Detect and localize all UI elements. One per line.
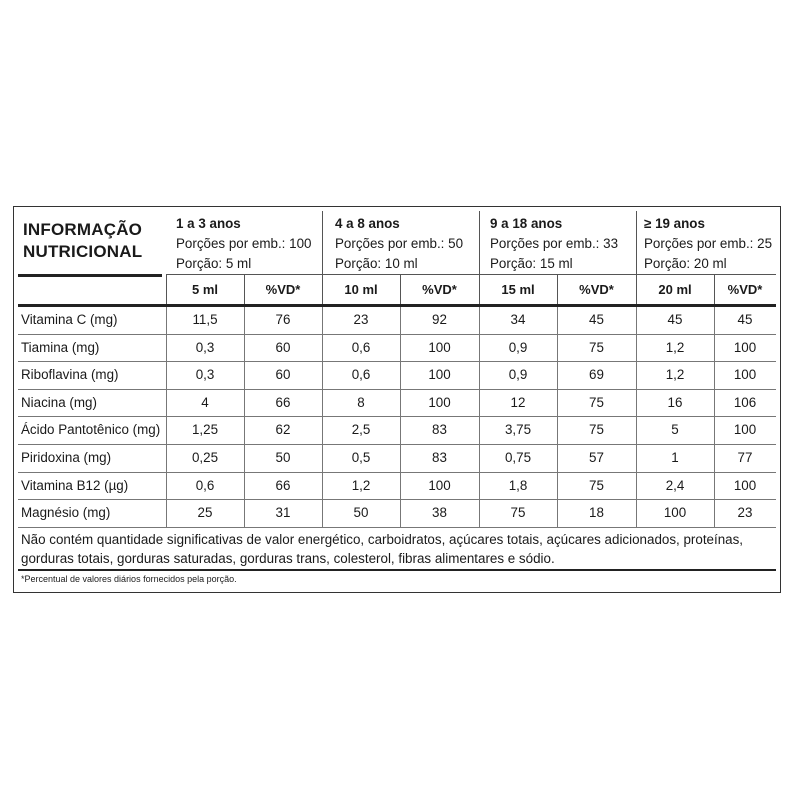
nutrient-name: Riboflavina (mg) — [21, 367, 119, 383]
group-age: 9 a 18 anos — [490, 216, 563, 231]
vd-cell: 75 — [589, 394, 604, 410]
amount-cell: 0,5 — [351, 450, 371, 465]
amount-cell: 11,5 — [192, 312, 218, 327]
group-header-2 — [335, 214, 463, 274]
group-portion: Porção: 10 ml — [335, 256, 418, 271]
col-header-vd-3: %VD* — [579, 282, 614, 297]
group-header-1 — [176, 214, 311, 274]
group-age: 1 a 3 anos — [176, 216, 241, 231]
vd-cell: 100 — [428, 339, 451, 355]
col-header-qty-2: 10 ml — [344, 282, 378, 297]
amount-cell: 0,25 — [191, 450, 219, 465]
vd-cell: 100 — [428, 367, 451, 383]
amount-cell: 0,6 — [351, 367, 371, 383]
table-row — [18, 362, 776, 390]
vd-cell: 45 — [737, 312, 753, 327]
note-rule — [18, 569, 776, 571]
footnote: *Percentual de valores diários fornecidos pela porção. — [21, 574, 237, 584]
amount-cell: 1 — [671, 450, 679, 465]
amount-cell: 0,6 — [351, 339, 371, 355]
table-row — [18, 390, 776, 418]
table-row — [18, 445, 776, 473]
amount-cell: 34 — [510, 312, 526, 327]
vd-cell: 60 — [275, 367, 291, 383]
vd-cell: 50 — [275, 450, 291, 465]
group-age: 4 a 8 anos — [335, 216, 400, 231]
amount-cell: 1,8 — [508, 477, 528, 493]
amount-cell: 50 — [353, 505, 369, 521]
col-header-qty-1: 5 ml — [191, 282, 218, 297]
nutrient-name: Magnésio (mg) — [21, 505, 111, 521]
vd-cell: 66 — [275, 477, 291, 493]
table-row — [18, 335, 776, 363]
col-header-vd-4: %VD* — [727, 282, 763, 297]
table-row — [18, 500, 776, 528]
amount-cell: 2,4 — [665, 477, 685, 493]
amount-cell: 100 — [663, 505, 687, 521]
table-row — [18, 307, 776, 335]
group-divider — [322, 211, 323, 274]
nutrient-name: Tiamina (mg) — [21, 339, 100, 355]
nutrition-facts-table — [13, 206, 781, 593]
vd-cell: 75 — [589, 477, 604, 493]
amount-cell: 75 — [510, 505, 526, 521]
amount-cell: 2,5 — [351, 422, 371, 438]
amount-cell: 0,3 — [195, 339, 215, 355]
vd-cell: 75 — [589, 339, 604, 355]
vd-cell: 100 — [428, 394, 451, 410]
amount-cell: 23 — [353, 312, 369, 327]
nutrient-name: Vitamina B12 (µg) — [21, 477, 129, 493]
vd-cell: 69 — [589, 367, 604, 383]
table-row — [18, 473, 776, 501]
amount-cell: 0,75 — [504, 450, 532, 465]
vd-cell: 57 — [589, 450, 604, 465]
col-header-vd-2: %VD* — [422, 282, 457, 297]
amount-cell: 45 — [667, 312, 683, 327]
amount-cell: 16 — [667, 394, 683, 410]
group-portion: Porção: 20 ml — [644, 256, 727, 271]
amount-cell: 1,2 — [665, 339, 685, 355]
table-row — [18, 417, 776, 445]
amount-cell: 5 — [671, 422, 679, 438]
vd-cell: 83 — [432, 450, 447, 465]
vd-cell: 83 — [432, 422, 447, 438]
vd-cell: 100 — [733, 339, 757, 355]
vd-cell: 100 — [428, 477, 451, 493]
amount-cell: 0,3 — [195, 367, 215, 383]
vd-cell: 45 — [589, 312, 604, 327]
amount-cell: 1,2 — [351, 477, 371, 493]
vd-cell: 60 — [275, 339, 291, 355]
group-age: ≥ 19 anos — [644, 216, 705, 231]
title-rule — [18, 274, 162, 277]
amount-cell: 1,25 — [191, 422, 219, 438]
header-rule — [166, 274, 776, 275]
vd-cell: 62 — [275, 422, 291, 438]
table-title — [23, 219, 142, 263]
col-header-qty-4: 20 ml — [658, 282, 692, 297]
group-header-4 — [644, 214, 772, 274]
vd-cell: 77 — [737, 450, 753, 465]
group-divider — [479, 211, 480, 274]
amount-cell: 12 — [510, 394, 526, 410]
nutrient-name: Piridoxina (mg) — [21, 450, 112, 465]
title-line-2: NUTRICIONAL — [23, 242, 143, 261]
amount-cell: 25 — [197, 505, 213, 521]
amount-cell: 0,6 — [195, 477, 215, 493]
title-line-1: INFORMAÇÃO — [23, 220, 143, 239]
group-servings: Porções por emb.: 100 — [176, 236, 312, 251]
amount-cell: 0,9 — [508, 367, 528, 383]
amount-cell: 3,75 — [504, 422, 532, 438]
vd-cell: 18 — [589, 505, 604, 521]
nutrient-name: Vitamina C (mg) — [21, 312, 118, 327]
vd-cell: 66 — [275, 394, 291, 410]
nutrient-name: Ácido Pantotênico (mg) — [21, 422, 161, 438]
group-header-3 — [490, 214, 618, 274]
amount-cell: 0,9 — [508, 339, 528, 355]
amount-cell: 4 — [201, 394, 209, 410]
vd-cell: 75 — [589, 422, 604, 438]
vd-cell: 100 — [733, 422, 757, 438]
nutrient-name: Niacina (mg) — [21, 394, 97, 410]
vd-cell: 106 — [733, 394, 757, 410]
amount-cell: 1,2 — [665, 367, 685, 383]
vd-cell: 31 — [275, 505, 291, 521]
group-servings: Porções por emb.: 33 — [490, 236, 619, 251]
not-significant-note: Não contém quantidade significativas de valor energético, carboidratos, açúcares totais, açúcares adicionados, proteínas, gorduras totais, gorduras saturadas, gorduras trans, colesterol, fibras alimentares e sódio. — [21, 532, 744, 566]
vd-cell: 23 — [737, 505, 753, 521]
group-divider — [636, 211, 637, 274]
vd-cell: 92 — [432, 312, 447, 327]
col-header-vd-1: %VD* — [265, 282, 301, 297]
col-header-qty-3: 15 ml — [501, 282, 535, 297]
group-servings: Porções por emb.: 50 — [335, 236, 464, 251]
group-servings: Porções por emb.: 25 — [644, 236, 773, 251]
group-portion: Porção: 5 ml — [176, 256, 252, 271]
group-portion: Porção: 15 ml — [490, 256, 573, 271]
vd-cell: 76 — [275, 312, 291, 327]
vd-cell: 100 — [733, 477, 757, 493]
amount-cell: 8 — [357, 394, 365, 410]
vd-cell: 100 — [733, 367, 757, 383]
vd-cell: 38 — [432, 505, 447, 521]
